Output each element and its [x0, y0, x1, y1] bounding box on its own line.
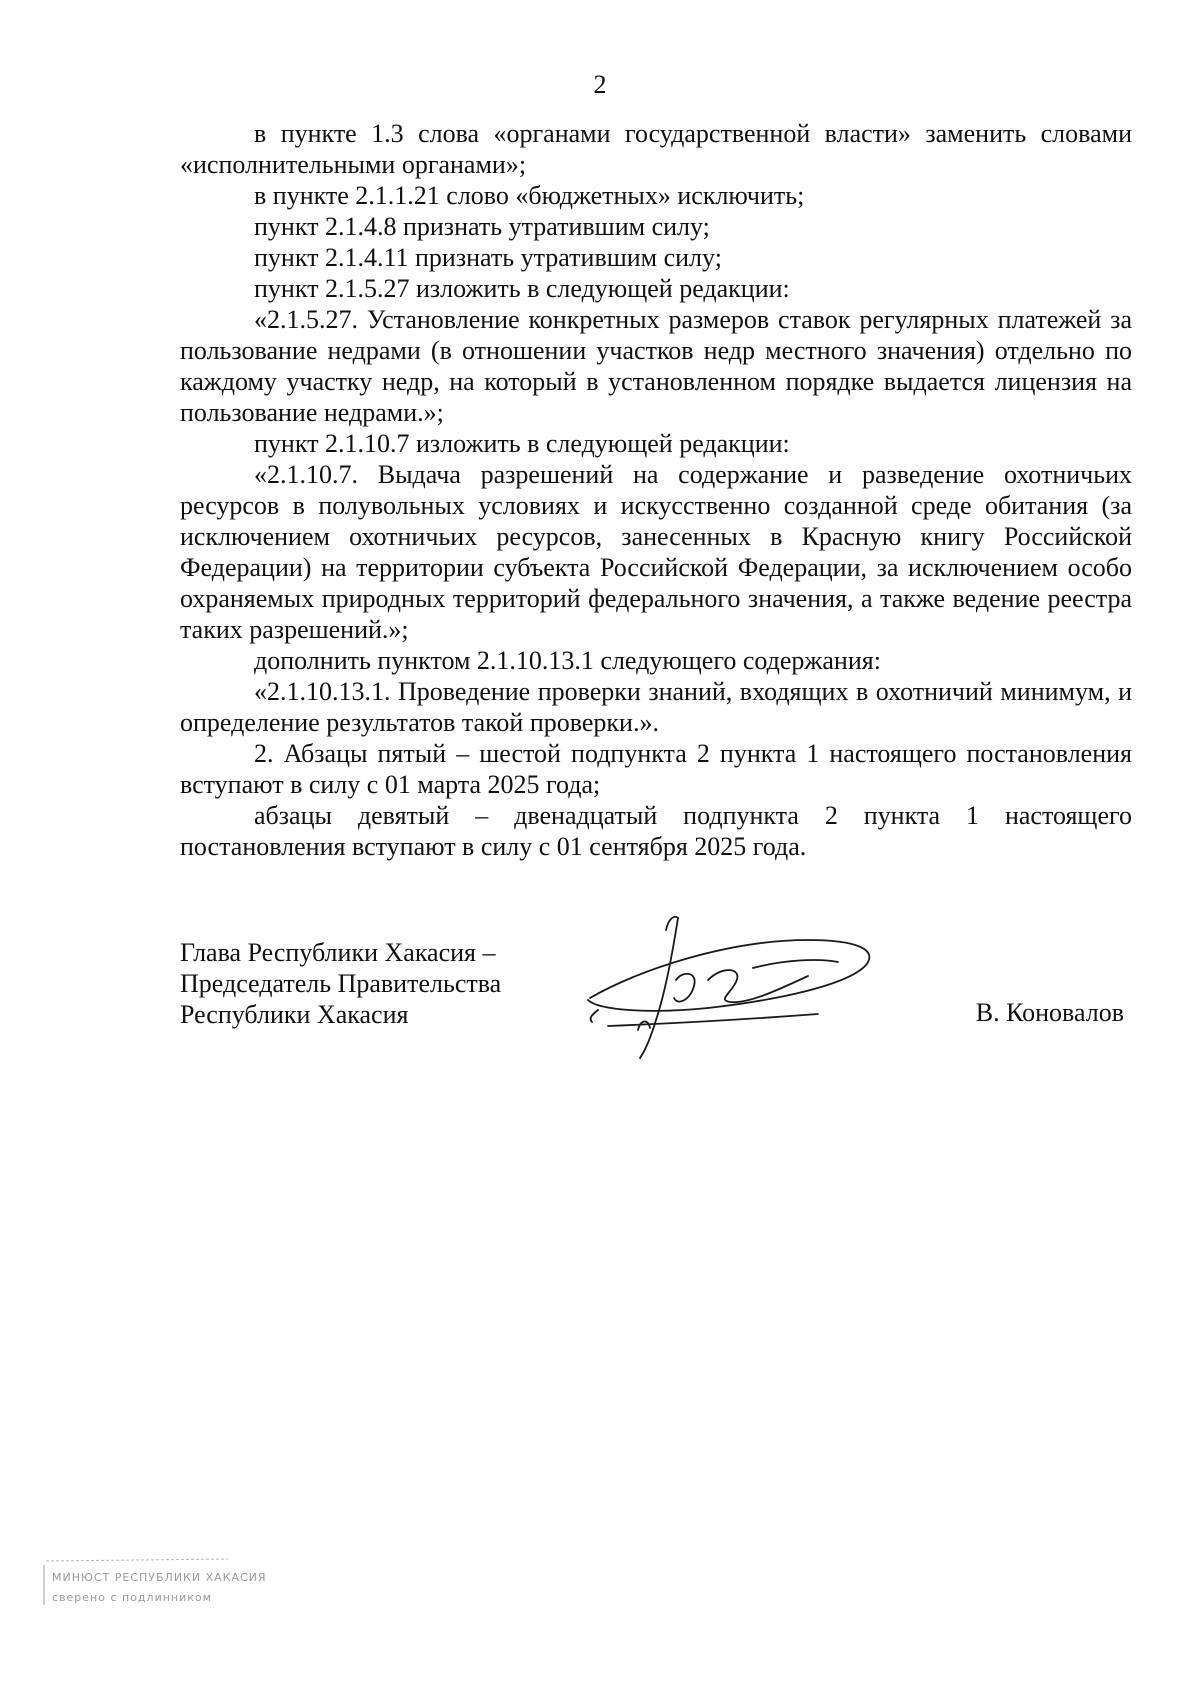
paragraph-7: пункт 2.1.10.7 изложить в следующей редакции: — [254, 429, 790, 458]
stamp-line-2: сверено с подлинником — [52, 1591, 212, 1604]
paragraph-6: «2.1.5.27. Установление конкретных размеров ставок регулярных платежей за пользование недрами (в отношении участков недр местного значения) отдельно по каждому участку недр, на который в установленном порядке выдается лицензия на пользование недрами.»; — [180, 305, 1132, 427]
paragraph-4: пункт 2.1.4.11 признать утратившим силу; — [254, 243, 722, 272]
signatory-name: В. Коновалов — [975, 998, 1124, 1027]
signatory-title-line-2: Председатель Правительства — [180, 969, 502, 998]
paragraph-12: абзацы девятый – двенадцатый подпункта 2 пункта 1 настоящего постановления вступают в силу с 01 сентября 2025 года. — [180, 801, 1132, 861]
signatory-title-line-3: Республики Хакасия — [180, 1000, 409, 1029]
page-number: 2 — [593, 70, 607, 99]
paragraph-9: дополнить пунктом 2.1.10.13.1 следующего содержания: — [254, 646, 881, 675]
signatory-title — [180, 937, 501, 1030]
paragraph-10: «2.1.10.13.1. Проведение проверки знаний, входящих в охотничий минимум, и определение результатов такой проверки.». — [180, 677, 1132, 737]
stamp-line-1: МИНЮСТ РЕСПУБЛИКИ ХАКАСИЯ — [52, 1571, 267, 1584]
paragraph-11: 2. Абзацы пятый – шестой подпункта 2 пункта 1 настоящего постановления вступают в силу с 01 марта 2025 года; — [180, 739, 1132, 799]
registration-stamp — [38, 1555, 298, 1635]
signatory-title-line-1: Глава Республики Хакасия – — [180, 938, 496, 967]
handwritten-signature — [578, 910, 888, 1060]
paragraph-3: пункт 2.1.4.8 признать утратившим силу; — [254, 212, 710, 241]
paragraph-2: в пункте 2.1.1.21 слово «бюджетных» исключить; — [254, 181, 805, 210]
document-body — [180, 118, 1132, 862]
paragraph-8: «2.1.10.7. Выдача разрешений на содержание и разведение охотничьих ресурсов в полувольных условиях и искусственно созданной среде обитания (за исключением охотничьих ресурсов, занесенных в Красную книгу Российской Федерации) на территории субъекта Российской Федерации, за исключением особо охраняемых природных территорий федерального значения, а также ведение реестра таких разрешений.»; — [180, 460, 1132, 644]
paragraph-1: в пункте 1.3 слова «органами государственной власти» заменить словами «исполнительными органами»; — [180, 119, 1132, 179]
paragraph-5: пункт 2.1.5.27 изложить в следующей редакции: — [254, 274, 790, 303]
